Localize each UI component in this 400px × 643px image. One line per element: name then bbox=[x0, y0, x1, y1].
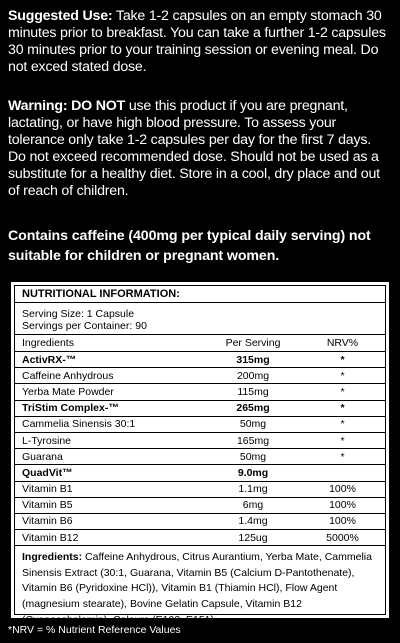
table-row bbox=[15, 368, 385, 384]
warning-paragraph bbox=[8, 98, 394, 200]
ingredient-nrv: * bbox=[308, 400, 385, 416]
ingredient-name: ActivRX-™ bbox=[15, 352, 198, 368]
ingredient-amount: 315mg bbox=[198, 352, 308, 368]
ingredient-nrv: 100% bbox=[308, 497, 385, 513]
table-row bbox=[15, 416, 385, 432]
table-row bbox=[15, 449, 385, 465]
suggested-use-paragraph bbox=[8, 8, 394, 76]
servings-per-container: Servings per Container: 90 bbox=[22, 320, 147, 332]
ingredient-name: Caffeine Anhydrous bbox=[15, 368, 198, 384]
ingredient-name: Vitamin B12 bbox=[15, 530, 198, 546]
suggested-use-text: Take 1-2 capsules on an empty stomach 30 minutes prior to breakfast. You can take a further 1-2 capsules 30 minutes prior to your training session or evening meal. Do not exced stated dose. bbox=[8, 8, 386, 75]
ingredients-list bbox=[15, 546, 385, 628]
ingredient-nrv: 5000% bbox=[308, 530, 385, 546]
ingredient-amount: 1.4mg bbox=[198, 513, 308, 529]
ingredient-nrv: * bbox=[308, 384, 385, 400]
table-row bbox=[15, 530, 385, 546]
ingredient-amount: 6mg bbox=[198, 497, 308, 513]
caffeine-notice: Contains caffeine (400mg per typical daily serving) not suitable for children or pregnant women. bbox=[8, 228, 371, 264]
header-ingredients: Ingredients bbox=[15, 335, 198, 352]
suggested-use-label: Suggested Use: bbox=[8, 8, 113, 24]
ingredient-amount: 1.1mg bbox=[198, 481, 308, 497]
ingredient-nrv: * bbox=[308, 432, 385, 448]
ingredient-amount: 9.0mg bbox=[198, 465, 308, 481]
ingredient-name: TriStim Complex-™ bbox=[15, 400, 198, 416]
nrv-footnote: *NRV = % Nutrient Reference Values bbox=[8, 624, 181, 636]
table-header-row bbox=[15, 335, 385, 352]
table-row bbox=[15, 384, 385, 400]
table-row bbox=[15, 400, 385, 416]
ingredient-amount: 200mg bbox=[198, 368, 308, 384]
ingredient-name: L-Tyrosine bbox=[15, 432, 198, 448]
table-row bbox=[15, 465, 385, 481]
ingredient-name: Vitamin B5 bbox=[15, 497, 198, 513]
ingredient-amount: 115mg bbox=[198, 384, 308, 400]
nutrition-title: NUTRITIONAL INFORMATION: bbox=[15, 286, 385, 303]
ingredient-nrv: * bbox=[308, 368, 385, 384]
ingredient-amount: 50mg bbox=[198, 416, 308, 432]
ingredient-amount: 50mg bbox=[198, 449, 308, 465]
ingredient-name: Cammelia Sinensis 30:1 bbox=[15, 416, 198, 432]
warning-text: use this product if you are pregnant, lactating, or have high blood pressure. To assess your tolerance only take 1-2 capsules per day for the first 7 days. bbox=[8, 98, 371, 148]
ingredient-amount: 265mg bbox=[198, 400, 308, 416]
nutrition-panel-inner bbox=[14, 285, 386, 626]
ingredient-nrv bbox=[308, 465, 385, 481]
ingredient-nrv: * bbox=[308, 416, 385, 432]
table-row bbox=[15, 513, 385, 529]
nutrition-table bbox=[15, 335, 385, 546]
ingredient-nrv: * bbox=[308, 352, 385, 368]
serving-info bbox=[15, 303, 385, 335]
ingredient-name: Yerba Mate Powder bbox=[15, 384, 198, 400]
table-row bbox=[15, 497, 385, 513]
serving-size: Serving Size: 1 Capsule bbox=[22, 308, 135, 320]
warning-text-2: Do not exceed recommended dose. Should not be used as a substitute for a healthy diet. Store in a cool, dry place and out of reach of children. bbox=[8, 149, 380, 199]
table-row bbox=[15, 432, 385, 448]
ingredient-name: Guarana bbox=[15, 449, 198, 465]
header-nrv: NRV% bbox=[308, 335, 385, 352]
ingredient-nrv: * bbox=[308, 449, 385, 465]
nutrition-panel bbox=[9, 280, 391, 626]
ingredients-text: Caffeine Anhydrous, Citrus Aurantium, Yerba Mate, Cammelia Sinensis Extract (30:1, Guarana, Vitamin B5 (Calcium D-Pantothenate), Vitamin B6 (Pyridoxine HCl)), Vitamin B1 (Thiamin HCl), Flow Agent (magnesium stearate), Bovine Gelatin Capsule, Vitamin B12 (Cyanocobalamin), Colours (E102, E151) bbox=[22, 551, 372, 626]
ingredients-label: Ingredients: bbox=[22, 551, 83, 564]
header-per-serving: Per Serving bbox=[198, 335, 308, 352]
ingredient-nrv: 100% bbox=[308, 481, 385, 497]
ingredient-amount: 165mg bbox=[198, 432, 308, 448]
ingredient-nrv: 100% bbox=[308, 513, 385, 529]
table-row bbox=[15, 352, 385, 368]
warning-label: Warning: DO NOT bbox=[8, 98, 126, 114]
ingredient-amount: 125ug bbox=[198, 530, 308, 546]
ingredient-name: QuadVit™ bbox=[15, 465, 198, 481]
ingredient-name: Vitamin B1 bbox=[15, 481, 198, 497]
table-row bbox=[15, 481, 385, 497]
ingredient-name: Vitamin B6 bbox=[15, 513, 198, 529]
